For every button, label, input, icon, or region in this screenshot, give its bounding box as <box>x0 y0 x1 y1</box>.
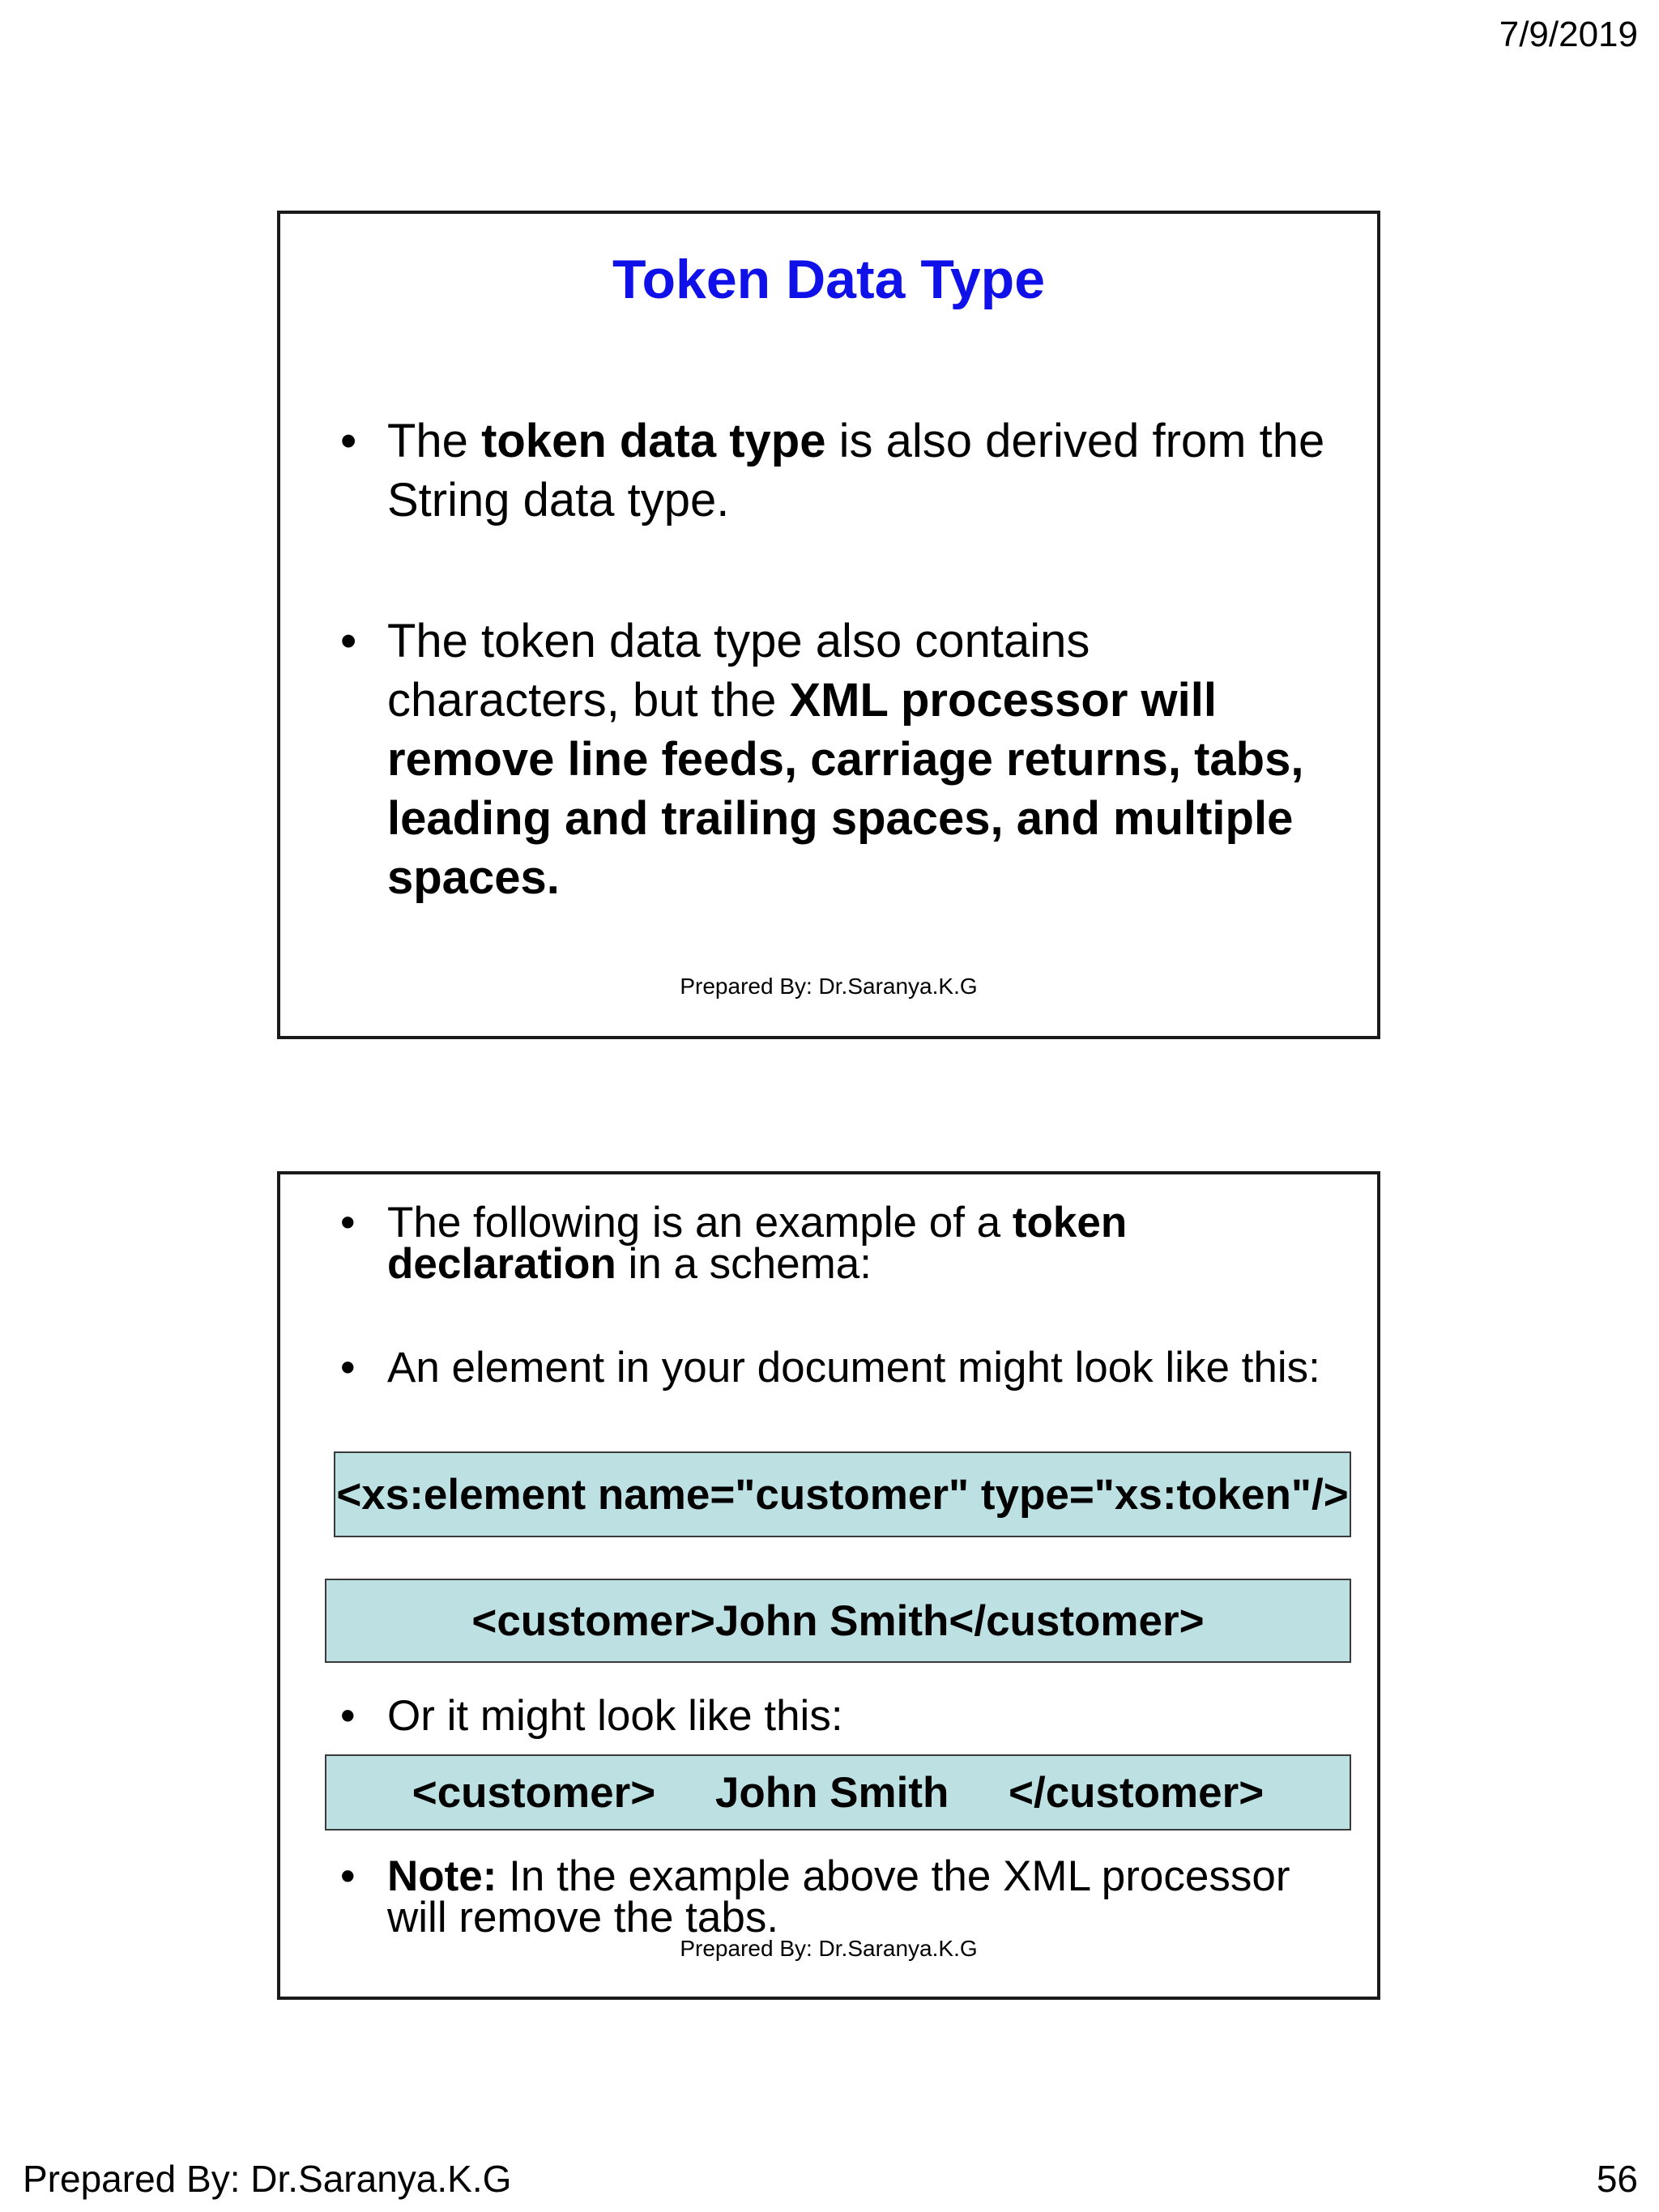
slide-footnote: Prepared By: Dr.Saranya.K.G <box>680 1936 978 1961</box>
text-run: The token data type also contains characters, but the <box>387 615 1090 727</box>
slide-2 <box>277 1171 1380 2000</box>
code-box-element-tabs: <customer> John Smith </customer> <box>325 1754 1351 1831</box>
code-box-element: <customer>John Smith</customer> <box>325 1579 1351 1663</box>
bullet-dot-icon: • <box>340 1344 356 1392</box>
bullet-text <box>387 1344 1328 1392</box>
bullet-item <box>340 1692 1328 1740</box>
page-number: 56 <box>1596 2158 1638 2200</box>
text-run: The following is an example of a <box>387 1199 1013 1247</box>
text-run: In the example above the XML processor will remove the tabs. <box>387 1852 1290 1941</box>
text-run: The <box>387 415 482 467</box>
text-run: An element in your document might look like this: <box>387 1344 1320 1392</box>
slide-title: Token Data Type <box>612 249 1046 310</box>
bullet-text <box>387 1199 1328 1288</box>
bullet-item <box>340 1344 1328 1392</box>
page-date: 7/9/2019 <box>1499 15 1638 54</box>
bullet-dot-icon: • <box>340 1199 356 1247</box>
bullet-item <box>340 411 1328 530</box>
text-run: is also derived from the String data type. <box>387 415 1325 526</box>
bullet-text <box>387 612 1328 907</box>
bullet-item <box>340 612 1328 907</box>
bold-text-run: XML processor will remove line feeds, carriage returns, tabs, leading and trailing spaces, and multiple spaces. <box>387 674 1304 904</box>
code-box-schema: <xs:element name="customer" type="xs:token"/> <box>334 1451 1351 1537</box>
text-run: in a schema: <box>616 1240 872 1288</box>
bullet-text <box>387 1692 1328 1740</box>
bullet-item <box>340 1199 1328 1288</box>
page-footer-author: Prepared By: Dr.Saranya.K.G <box>23 2158 512 2200</box>
bullet-text <box>387 411 1328 530</box>
bullet-dot-icon: • <box>340 615 357 667</box>
bold-text-run: token declaration <box>387 1199 1128 1288</box>
bullet-text <box>387 1852 1328 1941</box>
slide-1 <box>277 211 1380 1039</box>
bullet-dot-icon: • <box>340 1692 356 1740</box>
bold-text-run: Note: <box>387 1852 497 1900</box>
bold-text-run: token data type <box>481 415 826 467</box>
bullet-dot-icon: • <box>340 415 357 467</box>
bullet-dot-icon: • <box>340 1852 356 1900</box>
text-run: Or it might look like this: <box>387 1692 843 1740</box>
bullet-item <box>340 1852 1328 1941</box>
slide-footnote: Prepared By: Dr.Saranya.K.G <box>680 974 978 999</box>
